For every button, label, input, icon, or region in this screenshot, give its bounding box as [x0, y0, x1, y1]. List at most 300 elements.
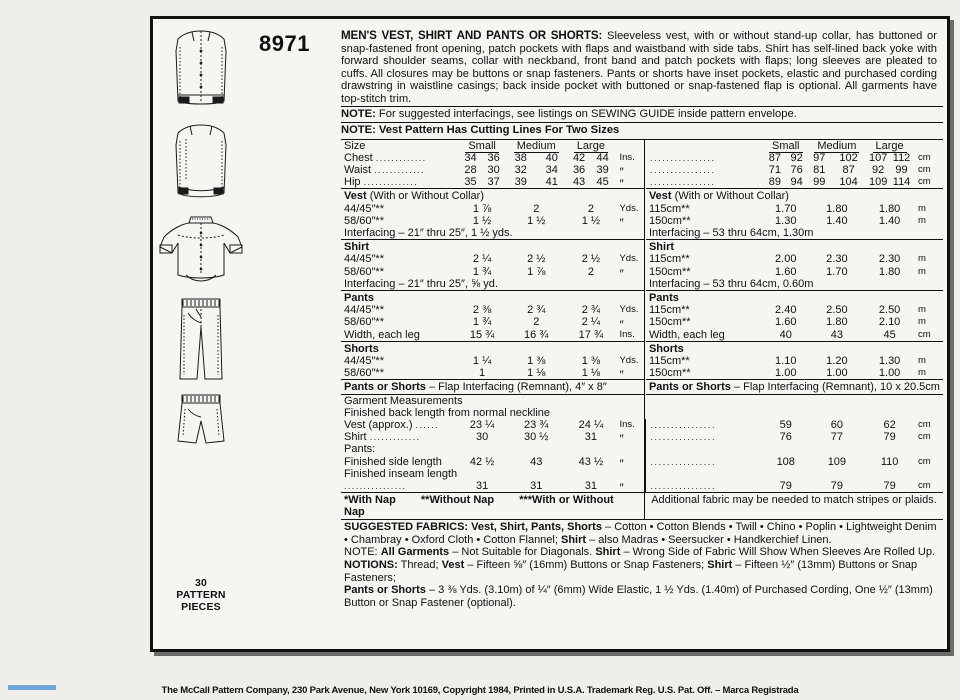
- table-row: [646, 431, 943, 443]
- cell: 39: [514, 176, 527, 189]
- unit: ″: [619, 317, 624, 332]
- table-row-group-shorts: [341, 341, 644, 355]
- table-row: [341, 152, 644, 164]
- cell: 104: [839, 176, 858, 189]
- cell: 43: [572, 176, 586, 189]
- cell: 108: [776, 455, 795, 468]
- fabrics-note-line: NOTE: All Garments – Not Suitable for Diagonals. Shirt – Wrong Side of Fabric Will Show When Sleeves Are Rolled Up.: [344, 546, 936, 559]
- pattern-pieces-word2: PIECES: [181, 601, 221, 613]
- cell: 2.50: [878, 304, 901, 317]
- cell: 2.30: [826, 253, 848, 266]
- row-label: 150cm**: [648, 265, 691, 278]
- cell: 1 ½: [472, 214, 492, 227]
- unit-blank: [614, 140, 644, 152]
- table-row: [341, 227, 644, 240]
- cell: 43 ½: [578, 455, 604, 468]
- suggested-fabrics-line2: • Chambray • Oxford Cloth • Cotton Flannel; Shirt – also Madras • Seersucker • Handkerchief Linen.: [344, 533, 832, 546]
- row-label-inseam-dots: ................: [344, 481, 407, 492]
- cell: 31: [530, 480, 543, 493]
- table-row: [646, 176, 943, 189]
- row-label: 115cm**: [648, 304, 690, 317]
- cell: 1.80: [826, 202, 848, 215]
- table-row: [646, 355, 943, 367]
- unit: Yds.: [619, 304, 639, 316]
- cell: 2 ¼: [472, 253, 492, 266]
- metric-table-panel: [645, 140, 943, 493]
- group-footnote-vest: Interfacing – 53 thru 64cm, 1.30m: [648, 226, 814, 239]
- table-row: [341, 203, 644, 215]
- cell: 17 ¾: [578, 328, 604, 341]
- flap-interfacing-metric: Pants or Shorts – Flap Interfacing (Remnant), 10 x 20.5cm: [646, 380, 943, 394]
- table-row: [341, 443, 644, 455]
- cell: 30: [487, 163, 500, 176]
- cell: 60: [830, 419, 843, 432]
- cell: 102: [839, 151, 858, 164]
- table-row-group-vest: [646, 189, 943, 203]
- row-label: 44/45″**: [344, 253, 384, 266]
- unit: m: [918, 367, 926, 379]
- row-label: 150cm**: [648, 367, 691, 380]
- vest-back-illustration: [164, 119, 238, 207]
- cell: 42: [572, 151, 586, 164]
- cell: 2: [587, 265, 594, 278]
- group-heading-pants: Pants: [341, 291, 644, 305]
- table-row: [341, 480, 644, 492]
- cell: 1 ⅜: [527, 355, 546, 368]
- unit: ″: [619, 481, 624, 496]
- cell: 15 ¾: [469, 328, 495, 341]
- cell: 109: [827, 455, 847, 468]
- unit: Yds.: [619, 355, 639, 367]
- group-heading-shorts: Shorts: [646, 341, 943, 355]
- cell: 110: [880, 455, 899, 468]
- cell: 2 ¾: [527, 304, 546, 317]
- row-label-side-length: Finished side length: [344, 455, 442, 468]
- metric-size-blank: [646, 140, 764, 152]
- cell: 32: [514, 163, 527, 176]
- metric-gm-spacer: [646, 394, 943, 407]
- table-row: [341, 215, 644, 227]
- cell: 31: [584, 480, 598, 493]
- table-row: [341, 329, 644, 342]
- cell: 35: [464, 176, 477, 189]
- unit: cm: [918, 151, 931, 163]
- group-heading-shirt: Shirt: [646, 240, 943, 254]
- cell: 1 ½: [581, 214, 601, 227]
- size-label: Size: [344, 139, 366, 152]
- row-label: 150cm**: [648, 316, 691, 329]
- unit: ″: [619, 165, 624, 180]
- cell: 1.70: [775, 202, 797, 215]
- group-heading-pants: Pants: [646, 291, 943, 305]
- table-row: [646, 253, 943, 265]
- cell: 99: [895, 163, 908, 176]
- table-row: [646, 367, 943, 380]
- nap-legend-row: [341, 492, 943, 520]
- additional-fabric-note: Additional fabric may be needed to match stripes or plaids.: [651, 494, 937, 507]
- cell: 1.60: [775, 265, 797, 278]
- table-row-gm-blank: [646, 394, 943, 407]
- table-row: [646, 407, 943, 419]
- cell: 1.40: [878, 214, 901, 227]
- table-row: [646, 419, 943, 431]
- unit-blank: [913, 140, 943, 152]
- cell: 38: [514, 151, 527, 164]
- cell: 40: [779, 328, 792, 341]
- row-label: 115cm**: [648, 253, 690, 266]
- unit: ″: [619, 432, 624, 447]
- row-label: 44/45″**: [344, 304, 384, 317]
- notions-line2: Pants or Shorts – 3 ⅜ Yds. (3.10m) of ¼″ (6mm) Wide Elastic, 1 ½ Yds. (1.40m) of Purchased Cording, One ½″ (13mm): [344, 584, 933, 597]
- group-heading-shorts: Shorts: [341, 341, 644, 355]
- row-dots: ................: [646, 419, 764, 431]
- row-dots: ................: [646, 456, 764, 468]
- group-footnote-vest: Interfacing – 21″ thru 25″, 1 ½ yds.: [344, 226, 513, 239]
- table-row: [341, 266, 644, 278]
- pattern-pieces-word1: PATTERN: [176, 589, 226, 601]
- cell: 2.30: [878, 253, 901, 266]
- row-label: 115cm**: [648, 355, 690, 368]
- cell: 97: [813, 151, 826, 164]
- header-row: [249, 25, 943, 106]
- unit: Yds.: [619, 253, 639, 265]
- size-header-large: Large: [866, 140, 913, 152]
- cell: 2.10: [878, 316, 901, 329]
- measurement-tables: [341, 139, 943, 496]
- row-label: 115cm**: [648, 202, 690, 215]
- table-row-size-header: [646, 140, 943, 152]
- pants-illustration: [164, 293, 238, 385]
- cell: 114: [892, 176, 911, 189]
- cell: 2 ¼: [581, 316, 601, 329]
- cell: 2.40: [775, 304, 797, 317]
- table-row-group-pants: [341, 291, 644, 305]
- cell: 1 ¾: [472, 265, 492, 278]
- table-row: [646, 278, 943, 291]
- table-row: [341, 278, 644, 291]
- cell: 28: [464, 163, 477, 176]
- cell: 1.80: [878, 265, 901, 278]
- cell: 42 ½: [469, 455, 495, 468]
- table-row: [646, 443, 943, 455]
- table-row: [341, 468, 644, 480]
- cell: 71: [768, 163, 781, 176]
- unit: m: [918, 265, 926, 277]
- cell: 40: [545, 151, 558, 164]
- cell: 89: [768, 176, 781, 189]
- cell: 2 ⅜: [472, 304, 492, 317]
- table-row: [646, 329, 943, 342]
- cell: 1.30: [775, 214, 797, 227]
- cell: 1 ¾: [472, 316, 492, 329]
- cell: 1.80: [826, 316, 848, 329]
- size-header-medium: Medium: [808, 140, 867, 152]
- table-row-size-header: [341, 140, 644, 152]
- cell: 2.00: [775, 253, 797, 266]
- size-header-small: Small: [459, 140, 505, 152]
- table-row-group-shirt: [341, 240, 644, 254]
- unit: m: [918, 202, 926, 214]
- garment-description-text: Sleeveless vest, with or without stand-up collar, has buttoned or snap-fastened front opening, patch pockets with flaps and waistband with side tabs. Shirt has self-lined back yoke with forward shoulder seams, collar with neckband, front band and patch pockets with flaps; long sleeves are pleated to cuffs. All closures may be buttons or snap fasteners. Pants or shorts have inset pockets, elastic and purchased cording drawstring in waistline casings; back inside pocket with buttoned or snap-fastened flap is optional. All garments have top-stitch trim.: [341, 30, 937, 105]
- pattern-number: 8971: [259, 31, 310, 56]
- metric-table: [645, 140, 943, 493]
- unit: Yds.: [619, 202, 639, 214]
- table-row: [341, 355, 644, 367]
- cell: 1 ⅛: [527, 367, 546, 380]
- shorts-illustration: [164, 391, 238, 451]
- cell: 2 ½: [581, 253, 601, 266]
- table-row: [341, 253, 644, 265]
- table-row-group-shirt: [646, 240, 943, 254]
- table-row-gm-title: [341, 394, 644, 407]
- unit: Ins.: [619, 151, 635, 163]
- cell: 36: [572, 163, 586, 176]
- cell: 77: [830, 431, 843, 444]
- cell: 59: [779, 419, 792, 432]
- unit: ″: [619, 266, 624, 281]
- row-label: 58/60″**: [344, 316, 384, 329]
- table-row: [646, 468, 943, 480]
- row-label-shirt-gm: Shirt .............: [344, 431, 421, 444]
- cell: 76: [790, 163, 803, 176]
- cell: 1 ⅜: [581, 355, 601, 368]
- row-label-pants-gm: Pants:: [344, 443, 376, 456]
- row-label: 44/45″**: [344, 355, 384, 368]
- with-nap-label: *With Nap: [344, 494, 396, 507]
- table-row: [341, 164, 644, 176]
- cell: 109: [868, 176, 888, 189]
- unit: cm: [918, 163, 931, 175]
- pattern-pieces-count: 30: [194, 577, 208, 589]
- cell: 31: [475, 480, 489, 493]
- metric-gm-spacer4: [646, 468, 943, 480]
- cell: 37: [487, 176, 500, 189]
- cell: 1.30: [878, 355, 901, 368]
- unit: ″: [619, 368, 624, 383]
- vest-front-illustration: [164, 27, 238, 113]
- unit: cm: [918, 455, 931, 467]
- cell: 79: [779, 480, 792, 493]
- table-row-flap-interfacing: [341, 380, 644, 394]
- note-interfacings-text: For suggested interfacings, see listings on SEWING GUIDE inside pattern envelope.: [378, 107, 797, 120]
- cell: 16 ¾: [524, 328, 549, 341]
- table-row: [341, 304, 644, 316]
- cell: 1 ¼: [472, 355, 492, 368]
- row-dots: ................: [649, 152, 716, 163]
- table-row: [646, 266, 943, 278]
- cell: 2 ¾: [581, 304, 601, 317]
- row-label: Width, each leg: [648, 328, 725, 341]
- table-row: [341, 176, 644, 189]
- cell: 79: [883, 431, 896, 444]
- group-footnote-shirt: Interfacing – 53 thru 64cm, 0.60m: [648, 277, 814, 290]
- row-label-vest-approx: Vest (approx.) ......: [344, 419, 439, 432]
- cell: 23 ¼: [469, 419, 495, 432]
- cell: 44: [596, 151, 609, 164]
- table-row-group-vest: [341, 189, 644, 203]
- cell: 1.70: [826, 265, 848, 278]
- cell: 1.00: [775, 367, 797, 380]
- note-interfacings: [341, 106, 943, 123]
- table-row: [646, 480, 943, 492]
- group-heading-vest: Vest (With or Without Collar): [646, 189, 943, 203]
- note-cutting-lines: NOTE: Vest Pattern Has Cutting Lines For Two Sizes: [341, 122, 943, 139]
- unit: m: [918, 355, 926, 367]
- table-row: [646, 456, 943, 468]
- row-dots: ................: [646, 431, 764, 443]
- row-dots: ................: [646, 480, 764, 492]
- copyright-footer: The McCall Pattern Company, 230 Park Avenue, New York 10169, Copyright 1984, Printed in U.S.A. Trademark Reg. U.S. Pat. Off. – Marca Registrada: [161, 685, 799, 696]
- cell: 31: [584, 431, 598, 444]
- row-label-inseam-length: Finished inseam length: [344, 467, 458, 480]
- with-or-without-nap-label: ***With or Without Nap: [344, 494, 614, 519]
- cell: 1.20: [826, 355, 848, 368]
- table-row: [646, 203, 943, 215]
- illustration-column: [153, 19, 249, 649]
- unit: ″: [619, 456, 624, 471]
- cell: 87: [842, 163, 855, 176]
- unit: cm: [918, 480, 931, 492]
- size-header-small: Small: [764, 140, 808, 152]
- cell: 87: [768, 151, 781, 164]
- table-row: [341, 407, 644, 419]
- cell: 30: [475, 431, 489, 444]
- unit: m: [918, 214, 926, 226]
- cell: 79: [830, 480, 843, 493]
- cell: 30 ½: [524, 431, 549, 444]
- imperial-table: [341, 139, 644, 496]
- row-label: Width, each leg: [344, 328, 420, 341]
- cell: 34: [545, 163, 558, 176]
- cell: 1.10: [775, 355, 797, 368]
- cell: 92: [790, 151, 803, 164]
- row-dots: ................: [649, 164, 716, 175]
- metric-gm-spacer2: [646, 407, 943, 419]
- cell: 24 ¼: [578, 419, 604, 432]
- table-row: [341, 456, 644, 468]
- row-dots: ................: [649, 177, 716, 188]
- table-row: [646, 164, 943, 176]
- cell: 1 ⅞: [472, 202, 492, 215]
- cell: 1 ⅛: [581, 367, 601, 380]
- table-row: [646, 316, 943, 328]
- cell: 45: [596, 176, 609, 189]
- unit: m: [918, 316, 926, 328]
- table-row: [341, 419, 644, 431]
- cell: 2: [587, 202, 594, 215]
- cell: 34: [464, 151, 477, 164]
- cell: 39: [596, 163, 609, 176]
- cell: 43: [830, 328, 843, 341]
- group-heading-shirt: Shirt: [341, 240, 644, 254]
- cell: 62: [883, 419, 896, 432]
- unit: cm: [918, 328, 931, 340]
- row-label-hip: Hip ..............: [344, 176, 419, 189]
- shirt-illustration: [158, 213, 244, 287]
- fabrics-notions-block: [341, 520, 943, 609]
- unit: Ins.: [619, 419, 635, 431]
- cell: 2: [533, 202, 540, 215]
- table-row: [646, 215, 943, 227]
- table-row: [646, 227, 943, 240]
- cell: 79: [883, 480, 896, 493]
- notions-line3: Button or Snap Fastener (optional).: [344, 596, 516, 609]
- row-label: 150cm**: [648, 214, 691, 227]
- cell: 2 ½: [527, 253, 546, 266]
- cell: 23 ¾: [524, 419, 549, 432]
- without-nap-label: **Without Nap: [420, 494, 495, 507]
- garment-measurements-title: Garment Measurements: [341, 394, 644, 407]
- cell: 2: [533, 316, 540, 329]
- flap-interfacing-imperial: Pants or Shorts – Flap Interfacing (Remnant), 4″ x 8″: [341, 380, 644, 394]
- cell: 81: [813, 163, 826, 176]
- row-label: 58/60″**: [344, 367, 384, 380]
- size-header-medium: Medium: [505, 140, 567, 152]
- metric-gm-spacer3: [646, 443, 943, 455]
- cell: 112: [892, 151, 911, 164]
- unit: ″: [619, 215, 624, 230]
- cell: 76: [779, 431, 792, 444]
- unit: m: [918, 304, 926, 316]
- row-label-waist: Waist .............: [344, 163, 425, 176]
- garment-title: MEN'S VEST, SHIRT AND PANTS OR SHORTS:: [341, 29, 603, 42]
- unit: m: [918, 253, 926, 265]
- cell: 94: [790, 176, 803, 189]
- cell: 45: [883, 328, 896, 341]
- cell: 36: [487, 151, 500, 164]
- cell: 1.80: [878, 202, 901, 215]
- imperial-table-panel: [341, 139, 645, 496]
- table-row: [341, 367, 644, 380]
- table-row: [341, 316, 644, 328]
- cell: 41: [545, 176, 558, 189]
- unit: cm: [918, 431, 931, 443]
- table-row: [646, 152, 943, 164]
- table-row-group-pants: [646, 291, 943, 305]
- row-label: 44/45″**: [344, 202, 384, 215]
- cell: 1.40: [826, 214, 848, 227]
- cell: 2.50: [826, 304, 848, 317]
- notions-line1: NOTIONS: Thread; Vest – Fifteen ⅝″ (16mm) Buttons or Snap Fasteners; Shirt – Fifteen ½″ (13mm) Buttons or Snap Fasteners;: [344, 559, 918, 584]
- cell: 99: [813, 176, 826, 189]
- cell: 1: [479, 367, 486, 380]
- cell: 107: [868, 151, 888, 164]
- group-footnote-shirt: Interfacing – 21″ thru 25″, ⅝ yd.: [344, 277, 498, 290]
- cell: 1.00: [878, 367, 901, 380]
- pattern-pieces-label: [153, 577, 249, 613]
- garment-measurements-sub: Finished back length from normal neckline: [344, 406, 551, 419]
- suggested-fabrics-line1: SUGGESTED FABRICS: Vest, Shirt, Pants, Shorts – Cotton • Cotton Blends • Twill • Chino • Poplin • Lightweight Denim: [344, 521, 937, 534]
- unit: cm: [918, 176, 931, 188]
- nap-legend-imperial: [341, 493, 645, 519]
- cell: 1 ½: [527, 214, 546, 227]
- unit: cm: [918, 419, 931, 431]
- group-heading-vest: Vest (With or Without Collar): [341, 189, 644, 203]
- cell: 1.60: [775, 316, 797, 329]
- table-row-group-shorts: [646, 341, 943, 355]
- note-interfacings-label: NOTE:: [341, 107, 376, 120]
- cell: 43: [530, 455, 543, 468]
- row-label: 58/60″**: [344, 214, 384, 227]
- table-row: [341, 431, 644, 443]
- row-label-chest: Chest .............: [344, 151, 427, 164]
- size-header-large: Large: [567, 140, 614, 152]
- main-content: [249, 25, 943, 649]
- row-label: 58/60″**: [344, 265, 384, 278]
- table-row: [646, 304, 943, 316]
- cell: 92: [872, 163, 885, 176]
- garment-description: [341, 25, 943, 106]
